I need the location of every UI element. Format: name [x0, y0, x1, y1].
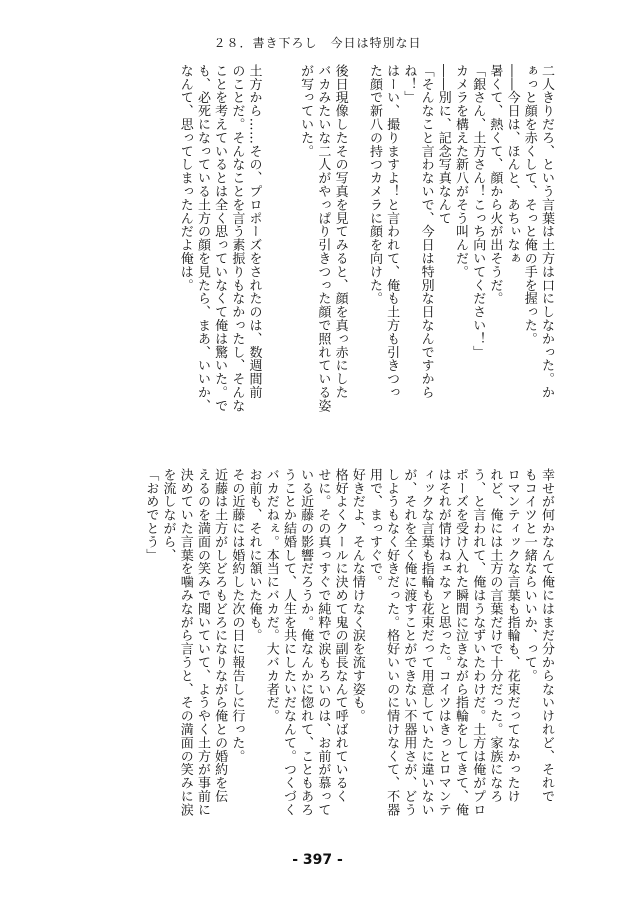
text-line: ことを考えているとは全く思っていなくて俺は驚いた。で: [212, 64, 228, 413]
text-line: ポーズを受け入れた瞬間に泣きながら指輪をしてきて、俺: [452, 468, 468, 817]
text-line: 「銀さん、土方さん！こっち向いてください！」: [470, 64, 486, 359]
text-line: いる近藤の影響だろうか。俺なんかに惚れて、こともあろ: [298, 468, 314, 817]
text-line: [349, 64, 366, 424]
text-line: が、それを全く俺に渡すことができない不器用さが、どう: [401, 468, 417, 817]
text-line: 二人きりだろ、という言葉は土方は口にしなかった。か: [539, 64, 554, 399]
text-line: 用で、まっすぐで。: [366, 468, 382, 589]
text-line: その近藤には婚約した次の日に報告しに行った。: [229, 468, 245, 763]
text-line: 近藤は土方がしどろもどろになりながら俺との婚約を伝: [212, 468, 228, 803]
text-line: ロマンティックな言葉も指輪も、花束だってなかったけ: [504, 468, 520, 803]
text-line: た顔で新八の持つカメラに顔を向けた。: [366, 64, 382, 306]
text-line: ィックな言葉も指輪も花束だって用意していたに違いない: [418, 468, 434, 817]
text-block-top: [177, 64, 555, 424]
text-line: えるのを満面の笑みで聞いていて、ようやく土方が事前に: [194, 468, 210, 817]
text-line: 暑くて、熱くて、顔から火が出そうだ。: [487, 64, 503, 306]
text-line: ぁっと顔を赤くして、そっと俺の手を握った。: [521, 64, 537, 346]
text-line: せに。その真っすぐで純粋で涙もろいのは、お前が慕って: [315, 468, 331, 817]
text-line: 格好よくクールに決めて鬼の副長なんて呼ばれているく: [332, 468, 348, 803]
text-line: が写っていた。: [298, 64, 314, 158]
text-line: [263, 64, 280, 424]
chapter-header: ２８．書き下ろし 今日は特別な日: [213, 36, 422, 50]
text-line: うことか結婚して、人生を共にしたいだなんて。つくづく: [280, 468, 296, 817]
text-line: 好きだよ、そんな情けなく涙を流す姿も。: [349, 468, 365, 723]
text-line: なんて、思ってしまったんだよ俺は。: [177, 64, 193, 292]
text-line: ――別に、記念写真なんて: [435, 64, 451, 225]
text-line: お前も、それに頷いた俺も。: [246, 468, 262, 643]
text-line: カメラを構えた新八がそう叫んだ。: [452, 64, 468, 279]
text-line: バカだねぇ。本当にバカだ。大バカ者だ。: [263, 468, 279, 723]
text-line: ――今日は、ほんと、あちぃなぁ: [504, 64, 520, 265]
text-line: 幸せが何かなんて俺にはまだ分からないけれど、それで: [539, 468, 554, 803]
page-number: - 397 -: [292, 852, 343, 868]
text-line: しようもなく好きだった。格好いいのに情けなくて、不器: [384, 468, 400, 817]
text-line: れど、俺には土方の言葉だけで十分だった。家族になろ: [487, 468, 503, 803]
text-line: はーい、撮りますよ！と言われて、俺も土方も引きつっ: [384, 64, 400, 399]
text-line: も、必死になっている土方の顔を見たら、まあ、いいか、: [194, 64, 210, 413]
text-line: う、と言われて、俺はうなずいたわけだ。土方は俺がプロ: [470, 468, 486, 817]
text-line: 後日現像したその写真を見てみると、顔を真っ赤にした: [332, 64, 348, 399]
text-line: 「そんなこと言わないで、今日は特別な日なんですから: [418, 64, 434, 399]
text-line: バカみたいな二人がやっぱり引きつった顔で照れている姿: [315, 64, 331, 413]
text-line: はそれが情けねェなァと思った。コイツはきっとロマンテ: [435, 468, 451, 817]
text-line: ね！」: [401, 64, 417, 105]
text-line: [280, 64, 297, 424]
text-block-bottom: [142, 468, 555, 828]
text-line: を流しながら、: [160, 468, 176, 562]
text-line: のことだ。そんなことを言う素振りもなかったし、そんな: [229, 64, 245, 413]
text-line: 決めていた言葉を噛みながら言うと、その満面の笑みに涙: [177, 468, 193, 817]
text-line: 土方から……その、プロポーズをされたのは、数週間前: [246, 64, 262, 399]
text-line: 「おめでとう」: [143, 468, 159, 562]
text-line: もコイツと一緒ならいいか、って。: [521, 468, 537, 683]
